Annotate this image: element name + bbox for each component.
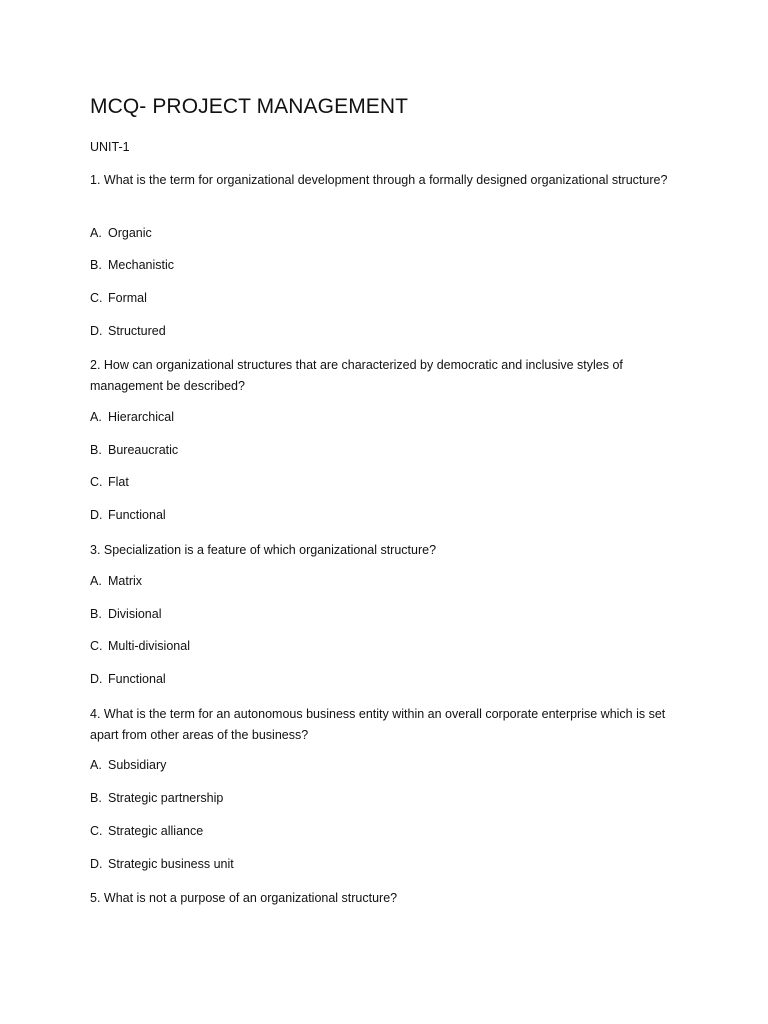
question-3-option-a — [90, 574, 142, 588]
option-text: Matrix — [108, 574, 143, 588]
option-letter: B. — [90, 607, 102, 621]
option-letter: B. — [90, 443, 102, 457]
question-3-option-d — [90, 672, 166, 686]
question-1: 1. What is the term for organizational development through a formally designed organizational structure? — [90, 173, 668, 187]
option-letter: C. — [90, 291, 103, 305]
option-text: Divisional — [108, 607, 162, 621]
option-text: Strategic alliance — [108, 824, 204, 838]
question-4-option-b — [90, 791, 223, 805]
question-2-option-b — [90, 443, 178, 457]
question-4-option-a — [90, 758, 166, 772]
option-text: Flat — [108, 475, 129, 489]
option-letter: B. — [90, 791, 102, 805]
option-letter: A. — [90, 410, 102, 424]
option-letter: D. — [90, 857, 103, 871]
question-2: 2. How can organizational structures that are characterized by democratic and inclusive styles of management be described? — [90, 358, 623, 393]
option-letter: D. — [90, 672, 103, 686]
option-text: Formal — [108, 291, 147, 305]
option-text: Hierarchical — [108, 410, 174, 424]
option-letter: D. — [90, 508, 103, 522]
question-1-option-d — [90, 324, 166, 338]
option-letter: D. — [90, 324, 103, 338]
option-text: Mechanistic — [108, 258, 174, 272]
option-text: Subsidiary — [108, 758, 167, 772]
option-text: Multi-divisional — [108, 639, 190, 653]
option-text: Functional — [108, 672, 166, 686]
question-4-option-c — [90, 824, 203, 838]
question-4-option-d — [90, 857, 234, 871]
option-letter: A. — [90, 574, 102, 588]
option-letter: A. — [90, 758, 102, 772]
option-letter: C. — [90, 639, 103, 653]
option-text: Strategic partnership — [108, 791, 224, 805]
option-text: Strategic business unit — [108, 857, 234, 871]
question-1-option-a — [90, 226, 152, 240]
option-letter: C. — [90, 475, 103, 489]
option-letter: C. — [90, 824, 103, 838]
question-1-option-c — [90, 291, 147, 305]
question-4: 4. What is the term for an autonomous business entity within an overall corporate enterprise which is set apart from other areas of the business? — [90, 707, 666, 742]
option-letter: A. — [90, 226, 102, 240]
option-text: Organic — [108, 226, 152, 240]
option-text: Structured — [108, 324, 166, 338]
question-3-option-b — [90, 607, 162, 621]
question-3: 3. Specialization is a feature of which organizational structure? — [90, 543, 437, 557]
option-text: Functional — [108, 508, 166, 522]
question-2-option-d — [90, 508, 166, 522]
question-2-option-c — [90, 475, 129, 489]
question-1-option-b — [90, 258, 174, 272]
option-letter: B. — [90, 258, 102, 272]
question-3-option-c — [90, 639, 190, 653]
page-title: MCQ- PROJECT MANAGEMENT — [90, 95, 409, 118]
unit-heading: UNIT-1 — [90, 140, 130, 154]
question-5: 5. What is not a purpose of an organizational structure? — [90, 891, 398, 905]
question-2-option-a — [90, 410, 174, 424]
option-text: Bureaucratic — [108, 443, 179, 457]
